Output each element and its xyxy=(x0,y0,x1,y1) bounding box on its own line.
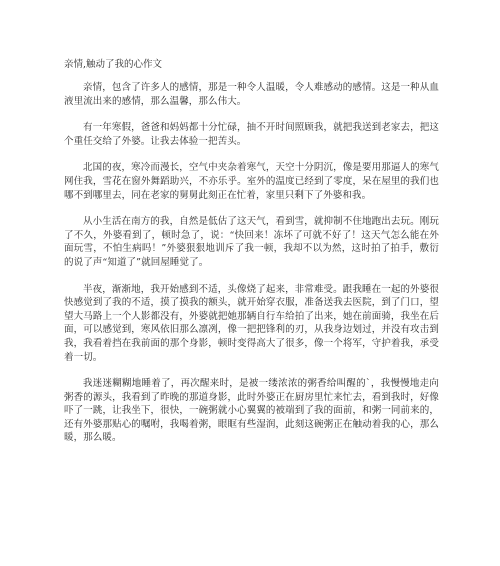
paragraph-1: 亲情，包含了许多人的感情，那是一种令人温暖，令人难感动的感情。这是一种从血液里流出来的感情，那么温馨，那么伟大。 xyxy=(64,82,439,107)
document-title: 亲情,触动了我的心作文 xyxy=(64,59,163,70)
paragraph-2: 有一年寒假，爸爸和妈妈都十分忙碌，抽不开时间照顾我，就把我送到老家去，把这个重任交给了外婆。让我去体验一把苦头。 xyxy=(64,122,439,147)
paragraph-6: 我迷迷糊糊地睡着了，再次醒来时，是被一缕浓浓的粥香给叫醒的`，我慢慢地走向粥香的源头，我看到了昨晚的那道身影，此时外婆正在厨房里忙来忙去，看到我时，好像吓了一跳，让我坐下，很快，一碗粥就小心翼翼的被端到了我的面前，和粥一同前来的，还有外婆那贴心的嘱咐，我喝着粥，眼眶有些湿润，此刻这碗粥正在触动着我的心，那么暖，那么暖。 xyxy=(64,378,439,444)
paragraph-4: 从小生活在南方的我，自然是低估了这天气，看到雪，就抑制不住地跑出去玩。刚玩了不久，外婆看到了，顿时急了，说：“快回来！冻坏了可就不好了！这天气怎么能在外面玩雪，不怕生病吗！”外婆狠狠地训斥了我一顿，我却不以为然，这时拍了拍手，敷衍的说了声“知道了”就回屋睡觉了。 xyxy=(64,216,439,268)
document-page xyxy=(64,58,439,458)
paragraph-5: 半夜，渐渐地，我开始感到不适，头像烧了起来，非常难受。跟我睡在一起的外婆很快感觉到了我的不适，摸了摸我的额头，就开始穿衣服，准备送我去医院，到了门口，望望大马路上一个人影都没有，外婆就把她那辆自行车给拍了出来，她在前面骑，我坐在后面，可以感觉到，寒风依旧那么凛冽，像一把把锋利的刃，从我身边划过，并没有攻击到我，我看着挡在我前面的那个身影，顿时变得高大了很多，像一个将军，守护着我，承受着一切。 xyxy=(64,283,439,363)
paragraph-3: 北国的夜，寒冷而漫长，空气中夹杂着寒气，天空十分阴沉，像是要用那逼人的寒气网住我，雪花在窗外舞蹈助兴，不亦乐乎。室外的温度已经到了零度，呆在屋里的我们也哪不到哪里去，同在老家的舅舅此刻正在忙着，家里只剩下了外婆和我。 xyxy=(64,162,439,201)
